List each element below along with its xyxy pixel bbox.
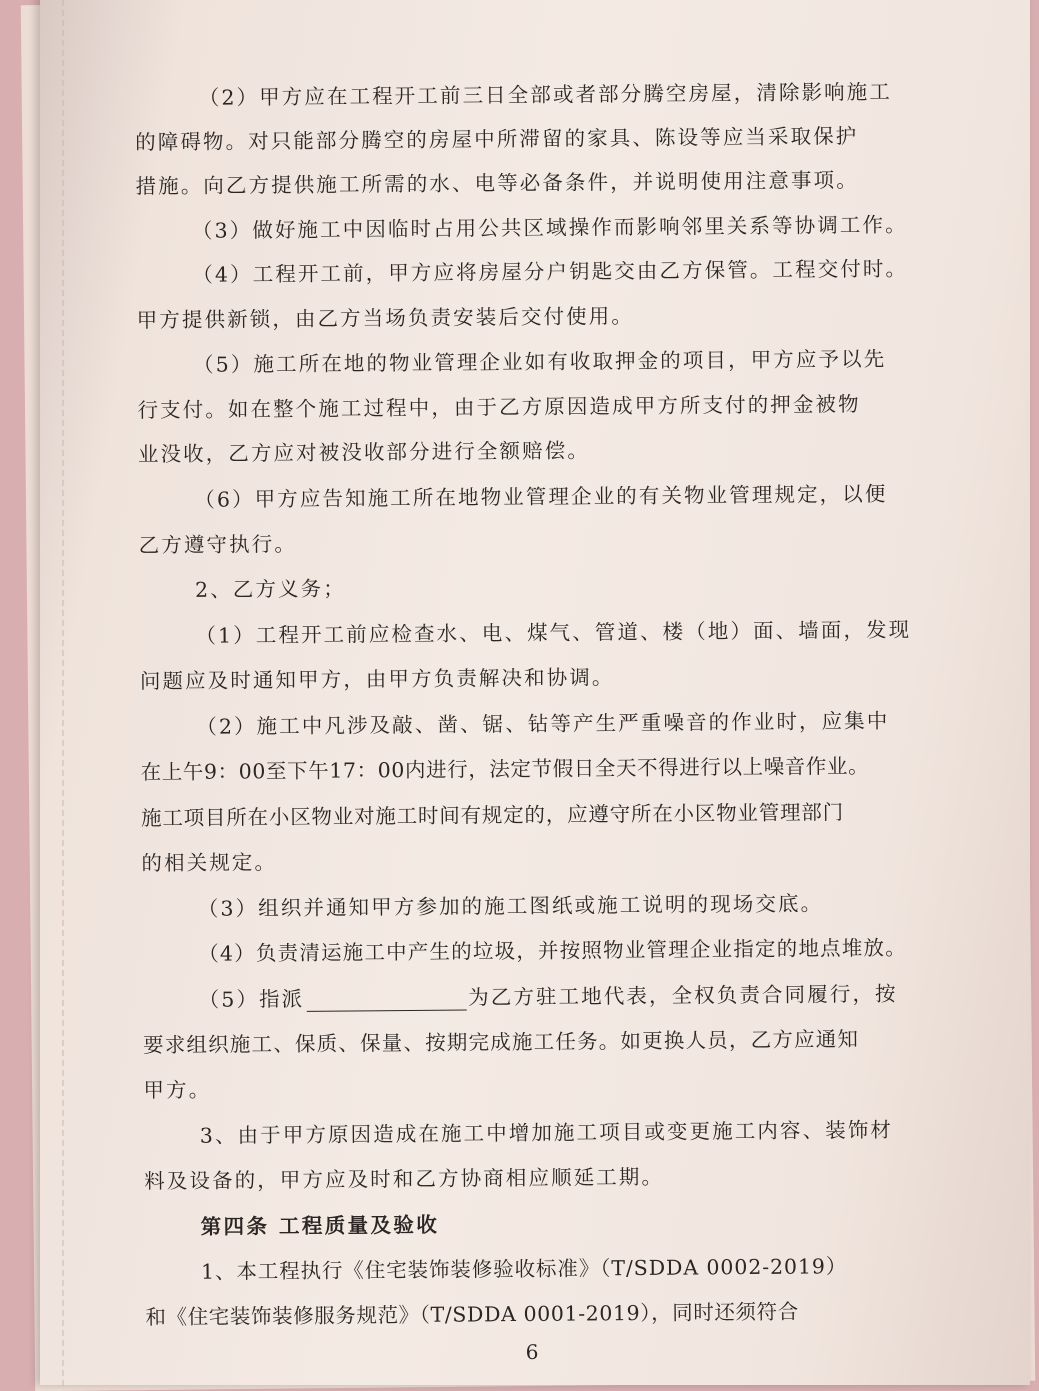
paragraph-line: （4）工程开工前，甲方应将房屋分户钥匙交由乙方保管。工程交付时。 [192, 256, 909, 287]
paragraph-line: （5）施工所在地的物业管理企业如有收取押金的项目，甲方应予以先 [193, 346, 887, 377]
paragraph-line: （3）组织并通知甲方参加的施工图纸或施工说明的现场交底。 [197, 891, 824, 921]
line5-end: 为乙方驻工地代表，全权负责合同履行，按 [468, 981, 898, 1010]
paragraph-line: 乙方遵守执行。 [138, 531, 297, 558]
paragraph-line: 料及设备的，甲方应及时和乙方协商相应顺延工期。 [144, 1164, 665, 1194]
paragraph-line: （4）负责清运施工中产生的垃圾，并按照物业管理企业指定的地点堆放。 [198, 935, 907, 966]
page-number: 6 [525, 1339, 539, 1364]
paragraph-line: 和《住宅装饰装修服务规范》（T/SDDA 0001-2019），同时还须符合 [145, 1299, 799, 1330]
paragraph-line-with-blank [199, 977, 898, 1013]
paragraph-line: 甲方提供新锁，由乙方当场负责安装后交付使用。 [136, 303, 635, 333]
paragraph-line: 施工项目所在小区物业对施工时间有规定的，应遵守所在小区物业管理部门 [140, 800, 845, 831]
paragraph-line: 1、本工程执行《住宅装饰装修验收标准》（T/SDDA 0002-2019） [200, 1254, 848, 1284]
section-heading: 第四条 工程质量及验收 [200, 1212, 440, 1239]
paragraph-line: 问题应及时通知甲方，由甲方负责解决和协调。 [139, 665, 615, 694]
paragraph-line: （1）工程开工前应检查水、电、煤气、管道、楼（地）面、墙面，发现 [195, 617, 912, 648]
paragraph-line: 甲方。 [143, 1077, 212, 1103]
line5-start: （5）指派 [198, 986, 305, 1012]
paragraph-line: （2）施工中凡涉及敲、凿、锯、钻等产生严重噪音的作业时，应集中 [196, 708, 890, 739]
paragraph-line: （6）甲方应告知施工所在地物业管理企业的有关物业管理规定，以便 [194, 481, 888, 512]
paragraph-line: （3）做好施工中因临时占用公共区域操作而影响邻里关系等协调工作。 [191, 212, 908, 243]
representative-blank [306, 989, 466, 1011]
paragraph-line: 3、由于甲方原因造成在施工中增加施工项目或变更施工内容、装饰材 [199, 1117, 894, 1148]
paragraph-line: （2）甲方应在工程开工前三日全部或者部分腾空房屋，清除影响施工 [198, 79, 893, 110]
paragraph-line: 行支付。如在整个施工过程中，由于乙方原因造成甲方所支付的押金被物 [137, 392, 861, 423]
paragraph-line: 业没收，乙方应对被没收部分进行全额赔偿。 [137, 438, 590, 467]
section-line: 2、乙方义务； [194, 576, 346, 602]
paragraph-line: 的障碍物。对只能部分腾空的房屋中所滞留的家具、陈设等应当采取保护 [135, 124, 859, 155]
paragraph-line: 要求组织施工、保质、保量、按期完成施工任务。如更换人员，乙方应通知 [142, 1027, 860, 1058]
paragraph-line: 在上午9：00至下午17：00内进行，法定节假日全天不得进行以上噪音作业。 [140, 753, 870, 785]
paragraph-line: 的相关规定。 [141, 850, 278, 876]
paragraph-line: 措施。向乙方提供施工所需的水、电等必备条件，并说明使用注意事项。 [135, 168, 859, 199]
